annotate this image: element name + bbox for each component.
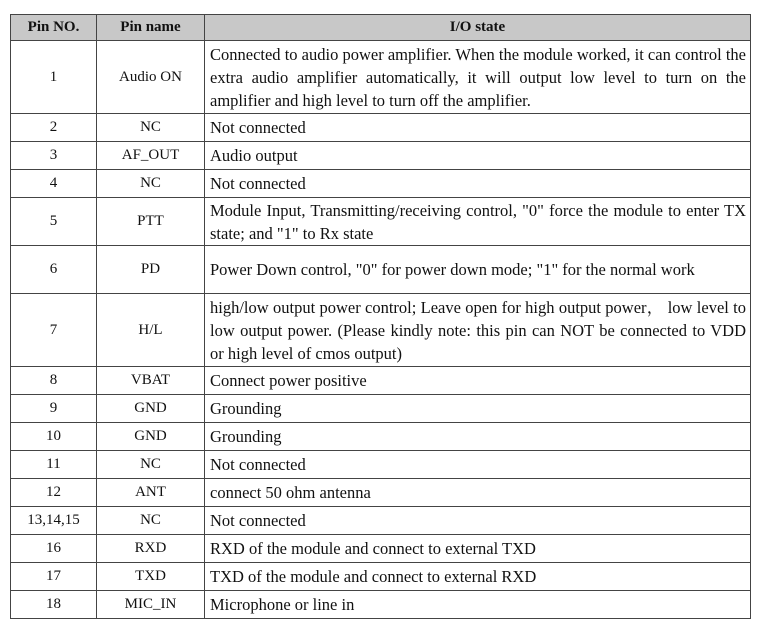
- table-row: [11, 170, 751, 198]
- pin-number: 6: [11, 246, 97, 294]
- pin-name: NC: [97, 451, 205, 479]
- header-io-state: I/O state: [205, 15, 751, 41]
- io-state: Not connected: [205, 170, 751, 198]
- pin-number: 16: [11, 535, 97, 563]
- table-row: [11, 114, 751, 142]
- pin-name: GND: [97, 423, 205, 451]
- header-pin-no: Pin NO.: [11, 15, 97, 41]
- pin-number: 9: [11, 395, 97, 423]
- io-state: Connect power positive: [205, 367, 751, 395]
- io-state: Not connected: [205, 114, 751, 142]
- io-state: TXD of the module and connect to external RXD: [205, 563, 751, 591]
- pin-name: H/L: [97, 294, 205, 367]
- pin-name: Audio ON: [97, 41, 205, 114]
- io-state: Connected to audio power amplifier. When the module worked, it can control the extra audio amplifier automatically, it will output low level to turn on the amplifier and high level to turn off the amplifier.: [205, 41, 751, 114]
- io-state: Microphone or line in: [205, 591, 751, 619]
- io-state: Grounding: [205, 423, 751, 451]
- pin-number: 10: [11, 423, 97, 451]
- io-state: high/low output power control; Leave open for high output power， low level to low output power. (Please kindly note: this pin can NOT be connected to VDD or high level of cmos output): [205, 294, 751, 367]
- table-row: [11, 395, 751, 423]
- pin-name: ANT: [97, 479, 205, 507]
- table-row: [11, 479, 751, 507]
- io-state: Not connected: [205, 507, 751, 535]
- pin-name: PTT: [97, 198, 205, 246]
- io-state: Grounding: [205, 395, 751, 423]
- table-header: [11, 15, 751, 41]
- pin-number: 13,14,15: [11, 507, 97, 535]
- header-row: [11, 15, 751, 41]
- pin-number: 17: [11, 563, 97, 591]
- table-row: [11, 423, 751, 451]
- table-row: [11, 294, 751, 367]
- pin-name: TXD: [97, 563, 205, 591]
- pin-name: PD: [97, 246, 205, 294]
- table-row: [11, 142, 751, 170]
- pin-name: NC: [97, 170, 205, 198]
- pin-number: 18: [11, 591, 97, 619]
- table-row: [11, 563, 751, 591]
- pin-number: 8: [11, 367, 97, 395]
- pin-number: 1: [11, 41, 97, 114]
- table-row: [11, 41, 751, 114]
- pin-name: RXD: [97, 535, 205, 563]
- pin-name: MIC_IN: [97, 591, 205, 619]
- io-state: connect 50 ohm antenna: [205, 479, 751, 507]
- table-row: [11, 451, 751, 479]
- table-row: [11, 507, 751, 535]
- pin-number: 12: [11, 479, 97, 507]
- pin-name: VBAT: [97, 367, 205, 395]
- pin-name: NC: [97, 114, 205, 142]
- pin-name: AF_OUT: [97, 142, 205, 170]
- table-row: [11, 198, 751, 246]
- pin-number: 7: [11, 294, 97, 367]
- io-state: RXD of the module and connect to external TXD: [205, 535, 751, 563]
- pin-number: 5: [11, 198, 97, 246]
- io-state: Audio output: [205, 142, 751, 170]
- io-state: Not connected: [205, 451, 751, 479]
- io-state: Module Input, Transmitting/receiving control, "0" force the module to enter TX state; and "1" to Rx state: [205, 198, 751, 246]
- pin-name: NC: [97, 507, 205, 535]
- table-row: [11, 367, 751, 395]
- pin-table: [10, 14, 751, 619]
- pin-number: 2: [11, 114, 97, 142]
- header-pin-name: Pin name: [97, 15, 205, 41]
- table-row: [11, 246, 751, 294]
- io-state: Power Down control, "0" for power down mode; "1" for the normal work: [205, 246, 751, 294]
- pin-number: 11: [11, 451, 97, 479]
- pin-number: 3: [11, 142, 97, 170]
- table-body: [11, 41, 751, 619]
- pin-number: 4: [11, 170, 97, 198]
- table-row: [11, 591, 751, 619]
- pin-name: GND: [97, 395, 205, 423]
- table-row: [11, 535, 751, 563]
